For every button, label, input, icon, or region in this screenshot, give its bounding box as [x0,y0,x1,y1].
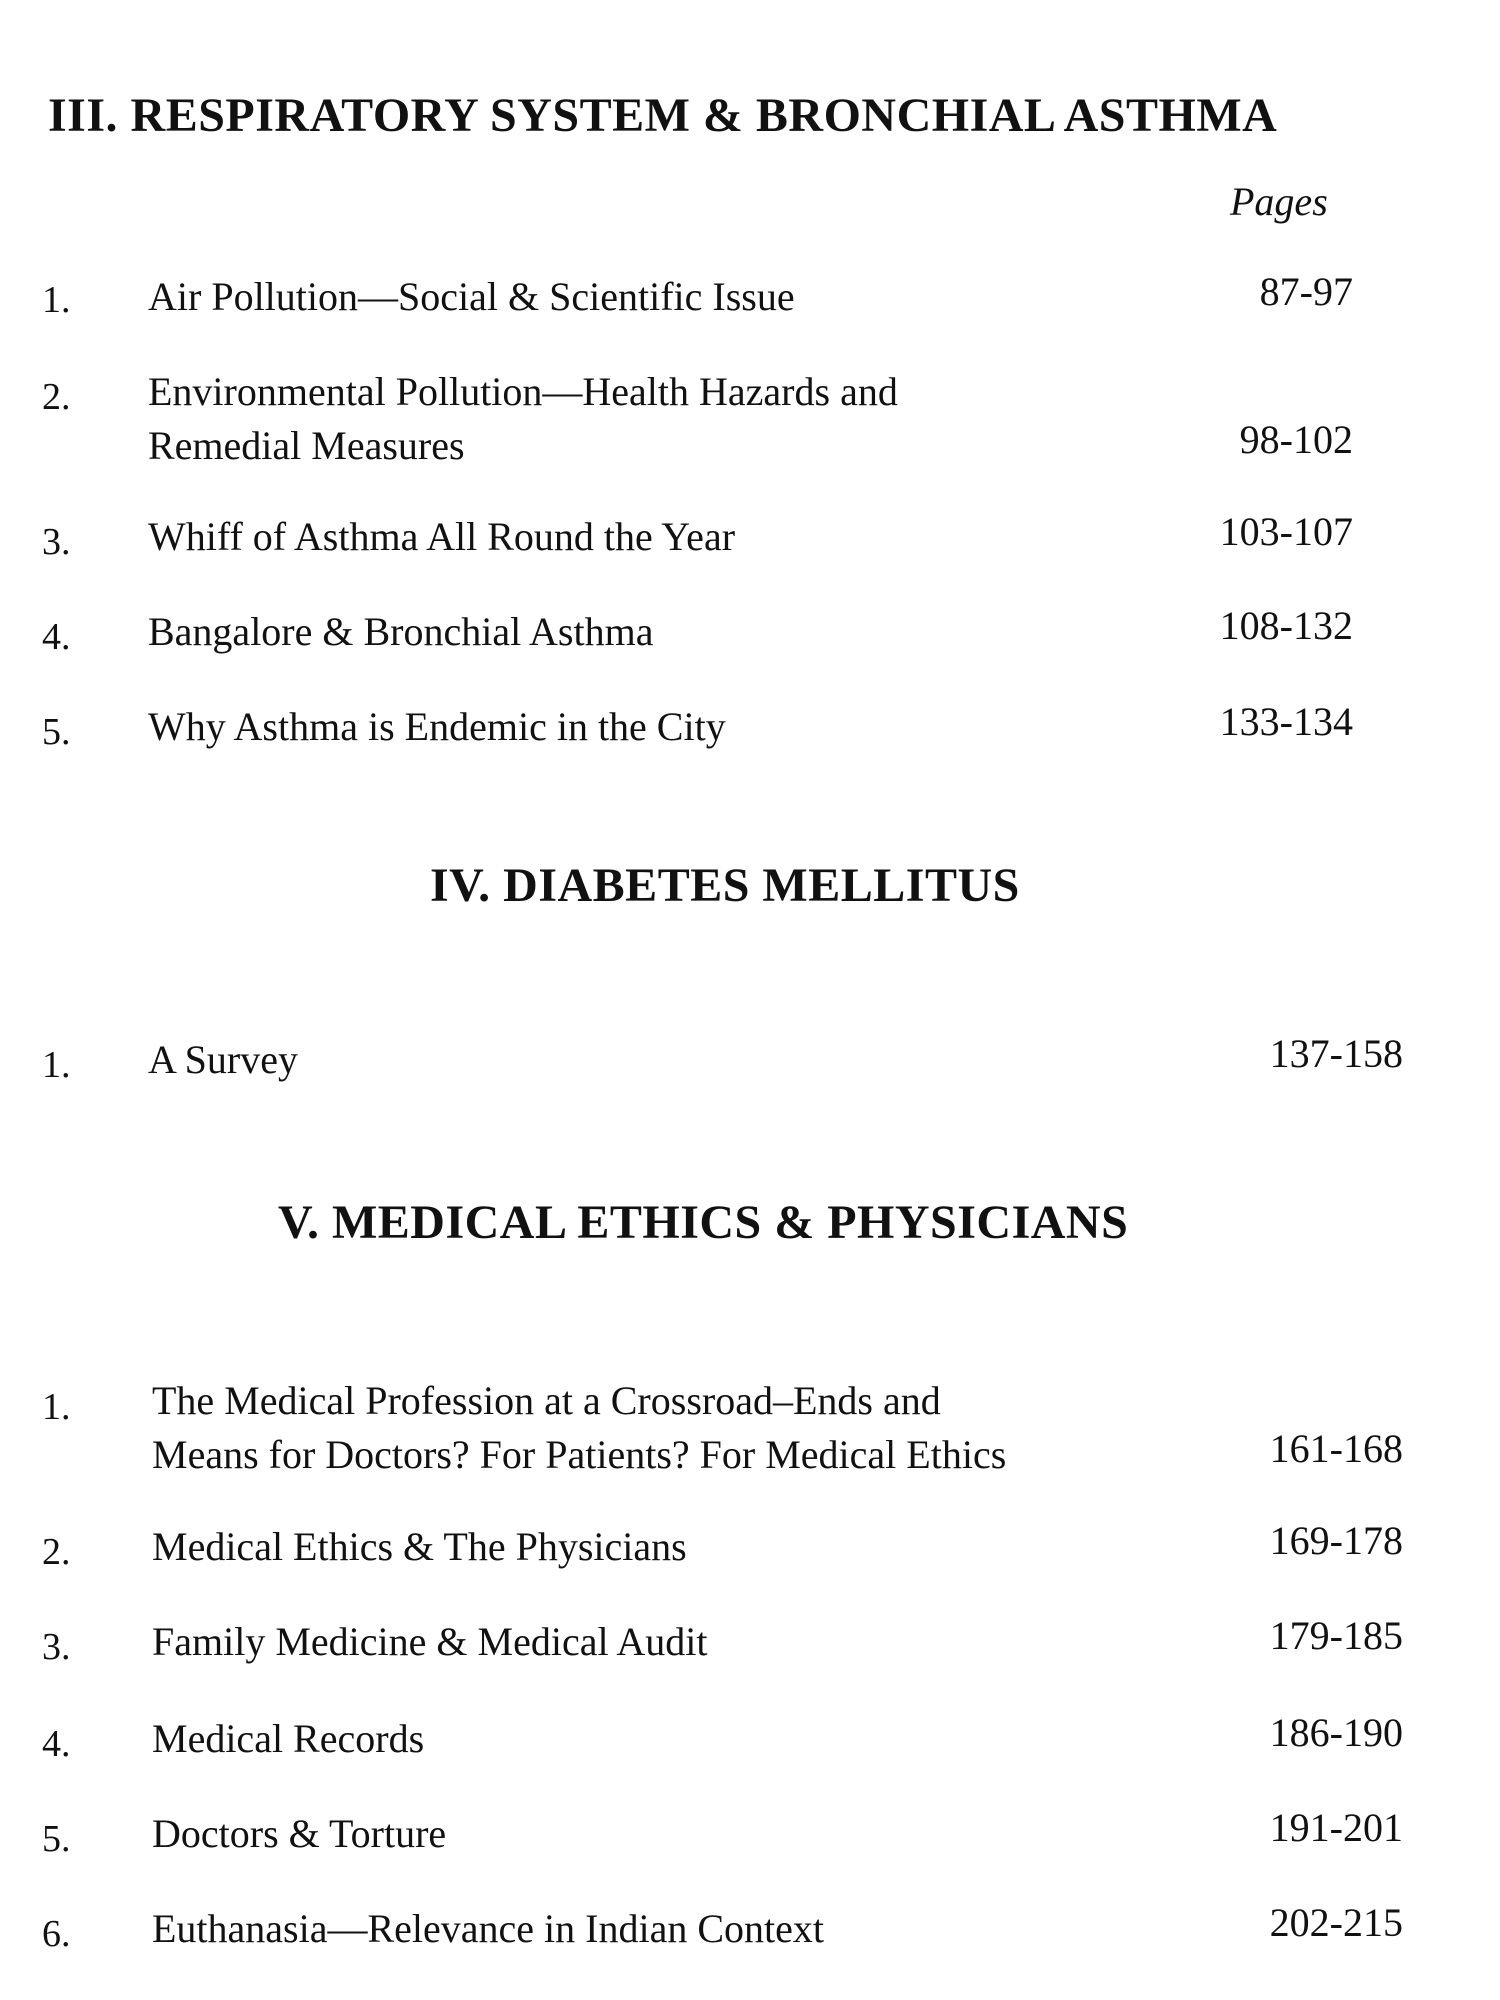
entry-pages: 161-168 [1269,1426,1403,1471]
section-title-respiratory: III. RESPIRATORY SYSTEM & BRONCHIAL ASTHMA [48,89,1278,142]
entry-title: Doctors & Torture [152,1811,447,1856]
entry-pages: 186-190 [1269,1710,1403,1755]
entry-pages: 103-107 [1219,509,1353,554]
entry-title: Bangalore & Bronchial Asthma [148,609,654,654]
entry-title: Environmental Pollution—Health Hazards and [148,369,898,414]
entry-pages: 137-158 [1269,1031,1403,1076]
entry-title: The Medical Profession at a Crossroad–Ends and [152,1378,941,1423]
entry-number: 1. [42,279,71,321]
entry-title: A Survey [148,1037,298,1082]
section-title-diabetes: IV. DIABETES MELLITUS [430,859,1020,912]
entry-title: Family Medicine & Medical Audit [152,1619,708,1664]
entry-pages: 169-178 [1269,1518,1403,1563]
entry-number: 1. [42,1386,71,1428]
entry-title: Medical Records [152,1716,425,1761]
entry-number: 4. [42,1723,71,1765]
entry-pages: 202-215 [1269,1900,1403,1945]
entry-title: Euthanasia—Relevance in Indian Context [152,1906,825,1951]
section-title-medical-ethics: V. MEDICAL ETHICS & PHYSICIANS [278,1196,1129,1249]
pages-column-label: Pages [1230,179,1328,224]
entry-number: 4. [42,616,71,658]
entry-pages: 98-102 [1239,417,1353,462]
entry-number: 5. [42,1818,71,1860]
entry-number: 1. [42,1044,71,1086]
entry-title: Whiff of Asthma All Round the Year [148,514,736,559]
entry-number: 2. [42,376,71,418]
entry-title: Why Asthma is Endemic in the City [148,704,726,749]
entry-pages: 133-134 [1219,699,1353,744]
entry-number: 3. [42,1626,71,1668]
entry-title-line2: Means for Doctors? For Patients? For Medical Ethics [152,1432,1007,1477]
entry-number: 6. [42,1913,71,1955]
entry-number: 2. [42,1531,71,1573]
entry-pages: 108-132 [1219,603,1353,648]
entry-number: 5. [42,711,71,753]
entry-pages: 191-201 [1269,1805,1403,1850]
entry-title: Medical Ethics & The Physicians [152,1524,687,1569]
entry-title-line2: Remedial Measures [148,423,465,468]
entry-number: 3. [42,521,71,563]
entry-title: Air Pollution—Social & Scientific Issue [148,274,795,319]
entry-pages: 87-97 [1259,269,1353,314]
entry-pages: 179-185 [1269,1613,1403,1658]
